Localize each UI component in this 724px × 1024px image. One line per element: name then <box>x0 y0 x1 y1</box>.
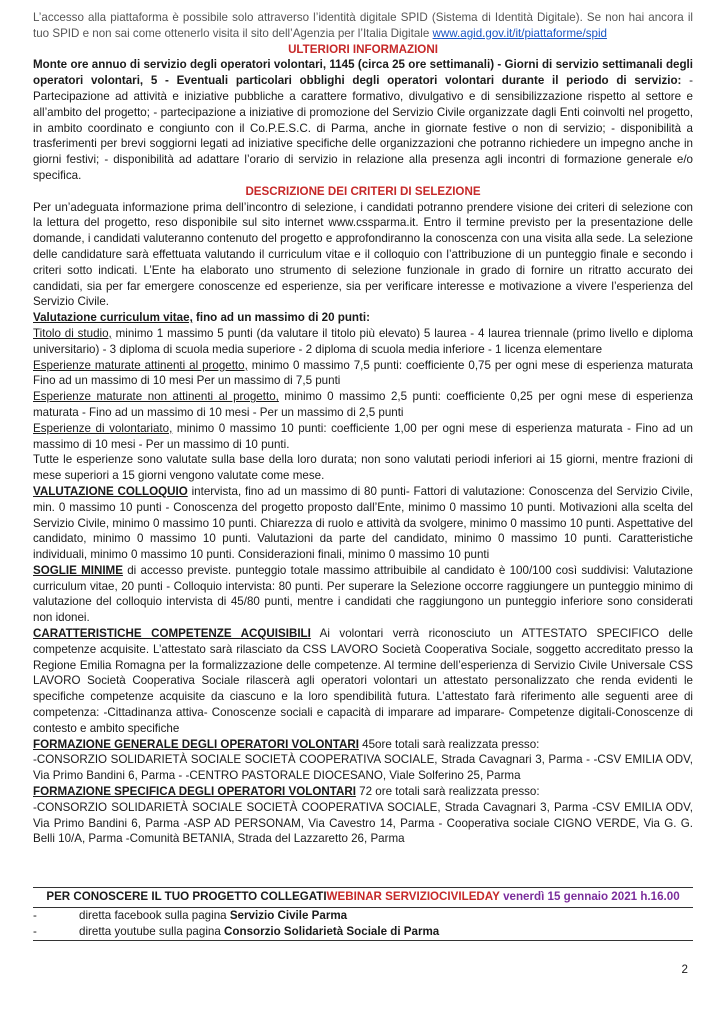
formazione-generale-label: FORMAZIONE GENERALE DEGLI OPERATORI VOLONTARI <box>33 737 359 751</box>
ulteriori-paragraph <box>33 57 693 183</box>
curriculum-item-text: minimo 0 massimo 10 punti: coefficiente 1,00 per ogni mese di esperienza maturata - Fino ad un massimo di 10 mesi - Per un massimo di 10 punti. <box>33 421 693 451</box>
formazione-generale-title <box>33 737 693 753</box>
formazione-specifica-title <box>33 784 693 800</box>
webinar-item-dash: - <box>33 909 37 922</box>
curriculum-item-text: minimo 0 massimo 2,5 punti: coefficiente 0,25 per ogni mese di esperienza maturata - Fino ad un massimo di 10 mesi - Per un massimo di 2,5 punti <box>33 390 693 419</box>
soglie-paragraph <box>33 563 693 626</box>
curriculum-note: Tutte le esperienze sono valutate sulla base della loro durata; non sono valutati periodi inferiori ai 15 giorni, mentre frazioni di mese superiori a 15 giorni vengono valutate come mese. <box>33 453 693 483</box>
webinar-item-facebook <box>33 908 693 924</box>
webinar-date: venerdì 15 gennaio 2021 h.16.00 <box>499 890 680 903</box>
colloquio-label: VALUTAZIONE COLLOQUIO <box>33 484 188 498</box>
document-body <box>33 10 693 847</box>
curriculum-item-label: Esperienze maturate non attinenti al progetto, <box>33 390 279 404</box>
webinar-name: WEBINAR SERVIZIOCIVILEDAY <box>326 890 500 903</box>
competenze-text: Ai volontari verrà riconosciuto un ATTESTATO SPECIFICO delle competenze acquisite. L’attestato sarà rilasciato da CSS LAVORO Società Cooperativa Sociale, soggetto accreditato presso la Regione Emilia Romagna per la formalizzazione delle competenze. Al termine dell’esperienza di Servizio Civile Universale CSS LAVORO Società Cooperativa Sociale rilascerà agli operatori volontari un attestato personalizzato che renda evidenti le specifiche competenze acquisite da ciascuno e la loro spendibilità futura. L’attestato farà riferimento alle seguenti aree di competenza: -Cittadinanza attiva- Conoscenze sociali e capacità di imparare ad imparare- Competenze digitali-Conoscenze di contesto e ambito specifiche <box>33 627 693 735</box>
formazione-specifica-body: -CONSORZIO SOLIDARIETÀ SOCIALE SOCIETÀ COOPERATIVA SOCIALE, Strada Cavagnari 3, Parma -CSV EMILIA ODV, Via Primo Bandini 6, Parma -ASP AD PERSONAM, Via Cavestro 14, Parma - Cooperativa sociale CIGNO VERDE, Via G. G. Belli 10/A, Parma -Comunità BETANIA, Strada del Lazzaretto 26, Parma <box>33 800 693 846</box>
webinar-item-dash: - <box>33 925 37 938</box>
competenze-label: CARATTERISTICHE COMPETENZE ACQUISIBILI <box>33 627 311 641</box>
intro-text: L’accesso alla piattaforma è possibile solo attraverso l’identità digitale SPID (Sistema di Identità Digitale). Se non hai ancora il tuo SPID e non sai come ottenerlo visita il sito dell’Agenzia per l’Italia Digitale <box>33 11 693 40</box>
colloquio-text: intervista, fino ad un massimo di 80 punti- Fattori di valutazione: Conoscenza del Servizio Civile, min. 0 massimo 10 punti - Conoscenza del progetto proposto dall’Ente, minimo 0 massimo 10 punti. Motivazioni alla scelta del Servizio Civile, minimo 0 massimo 10 punti. Chiarezza di ruolo e attività da svolgere, minimo 0 massimo 10 punti. Aspettative del candidato, minimo 0 massimo 10 punti. Valutazioni da parte del candidato, minimo 0 massimo 10 punti. Caratteristiche individuali, minimo 0 massimo 10 punti. Considerazioni finali, minimo 0 massimo 10 punti <box>33 484 693 562</box>
heading-ulteriori-informazioni: ULTERIORI INFORMAZIONI <box>288 42 438 56</box>
curriculum-item-label: Esperienze di volontariato, <box>33 421 173 435</box>
webinar-item-text: diretta facebook sulla pagina <box>79 909 230 922</box>
formazione-generale-text: 45ore totali sarà realizzata presso: <box>358 737 540 751</box>
curriculum-item <box>33 389 693 421</box>
curriculum-item <box>33 326 693 358</box>
formazione-specifica-label: FORMAZIONE SPECIFICA DEGLI OPERATORI VOLONTARI <box>33 785 356 799</box>
intro-paragraph <box>33 10 693 42</box>
curriculum-title <box>33 310 693 326</box>
heading-criteri-selezione: DESCRIZIONE DEI CRITERI DI SELEZIONE <box>245 184 481 198</box>
curriculum-item-label: Esperienze maturate attinenti al progetto, <box>33 358 248 372</box>
curriculum-item-text: minimo 1 massimo 5 punti (da valutare il titolo più elevato) 5 laurea - 4 laurea triennale (primo livello e diploma universitario) - 3 diploma di scuola media superiore - 2 diploma di scuola media inferiore - 1 licenza elementare <box>33 326 694 356</box>
formazione-specifica-text: 72 ore totali sarà realizzata presso: <box>355 785 540 799</box>
soglie-text: di accesso previste. punteggio totale massimo attribuibile al candidato è 100/100 così suddivisi: Valutazione curriculum vitae, 20 punti - Colloquio intervista: 80 punti. Per superare la Selezione occorre raggiungere un punteggio minimo di valutazione del colloquio intervista di 45/80 punti, mentre i candidati che raggiungono un punteggio inferiore sono considerati non idonei. <box>33 563 694 625</box>
page-number: 2 <box>681 963 688 976</box>
competenze-paragraph <box>33 626 693 737</box>
webinar-item-text: diretta youtube sulla pagina <box>79 925 225 938</box>
formazione-generale-body: -CONSORZIO SOLIDARIETÀ SOCIALE SOCIETÀ COOPERATIVA SOCIALE, Strada Cavagnari 3, Parma - -CSV EMILIA ODV, Via Primo Bandini 6, Parma - -CENTRO PASTORALE DIOCESANO, Viale Solferino 25, Parma <box>33 753 693 783</box>
curriculum-title-rest: fino ad un massimo di 20 punti: <box>192 311 370 325</box>
webinar-heading <box>33 888 693 908</box>
webinar-item-target: Consorzio Solidarietà Sociale di Parma <box>224 925 440 938</box>
agid-link[interactable]: www.agid.gov.it/it/piattaforme/spid <box>432 26 607 40</box>
ulteriori-bold-text: Monte ore annuo di servizio degli operatori volontari, 1145 (circa 25 ore settimanali) - Giorni di servizio settimanali degli operatori volontari, 5 - Eventuali particolari obblighi degli operatori volontari durante il periodo di servizio: <box>33 58 693 88</box>
curriculum-title-underlined: Valutazione curriculum vitae, <box>33 311 193 325</box>
curriculum-item <box>33 358 693 390</box>
colloquio-paragraph <box>33 484 693 563</box>
webinar-item-youtube <box>33 924 693 940</box>
curriculum-item <box>33 421 693 453</box>
webinar-box <box>33 887 693 941</box>
curriculum-item-label: Titolo di studio, <box>33 326 112 340</box>
ulteriori-body: - Partecipazione ad attività e iniziative pubbliche a carattere formativo, divulgativo e di sensibilizzazione rispetto al settore e all’ambito del progetto; - partecipazione a iniziative di promozione del Servizio Civile organizzate dagli Enti coinvolti nel progetto, in ambito coordinato e congiunto con il Co.P.E.S.C. di Parma, anche in giornate festive o non di servizio; - disponibilità a trasferimenti per brevi soggiorni legati ad iniziative specifiche delle organizzazioni che potranno richiedere un impegno anche in giorni festivi; - disponibilità ad adattare l’orario di servizio in relazione alla presenza agli incontri di formazione generale e/o specifica. <box>33 74 693 182</box>
webinar-item-target: Servizio Civile Parma <box>229 909 348 922</box>
webinar-lead: PER CONOSCERE IL TUO PROGETTO COLLEGATI <box>46 890 327 903</box>
soglie-label: SOGLIE MINIME <box>33 563 123 577</box>
curriculum-item-text: minimo 0 massimo 7,5 punti: coefficiente 0,75 per ogni mese di esperienza maturata Fino ad un massimo di 10 mesi Per un massimo di 7,5 punti <box>33 358 693 388</box>
criteri-paragraph: Per un’adeguata informazione prima dell’incontro di selezione, i candidati potranno prendere visione dei criteri di selezione con la lettura del progetto, reso disponibile sul sito internet www.cssparma.it. Entro il termine previsto per la presentazione delle domande, i candidati valuteranno contenuto del progetto e approfondiranno la conoscenza con una visita alla sede. La selezione delle candidature sarà effettuata valutando il curriculum vitae e il colloquio con l’attribuzione di un punteggio finale e secondo i criteri sotto indicati. L’Ente ha elaborato uno strumento di selezione funzionale in grado di fornire un ritratto accurato dei candidati, sia per far emergere conoscenze ed esperienze, sia per verificare interesse e motivazione a vivere l’esperienza del Servizio Civile. <box>33 200 693 309</box>
